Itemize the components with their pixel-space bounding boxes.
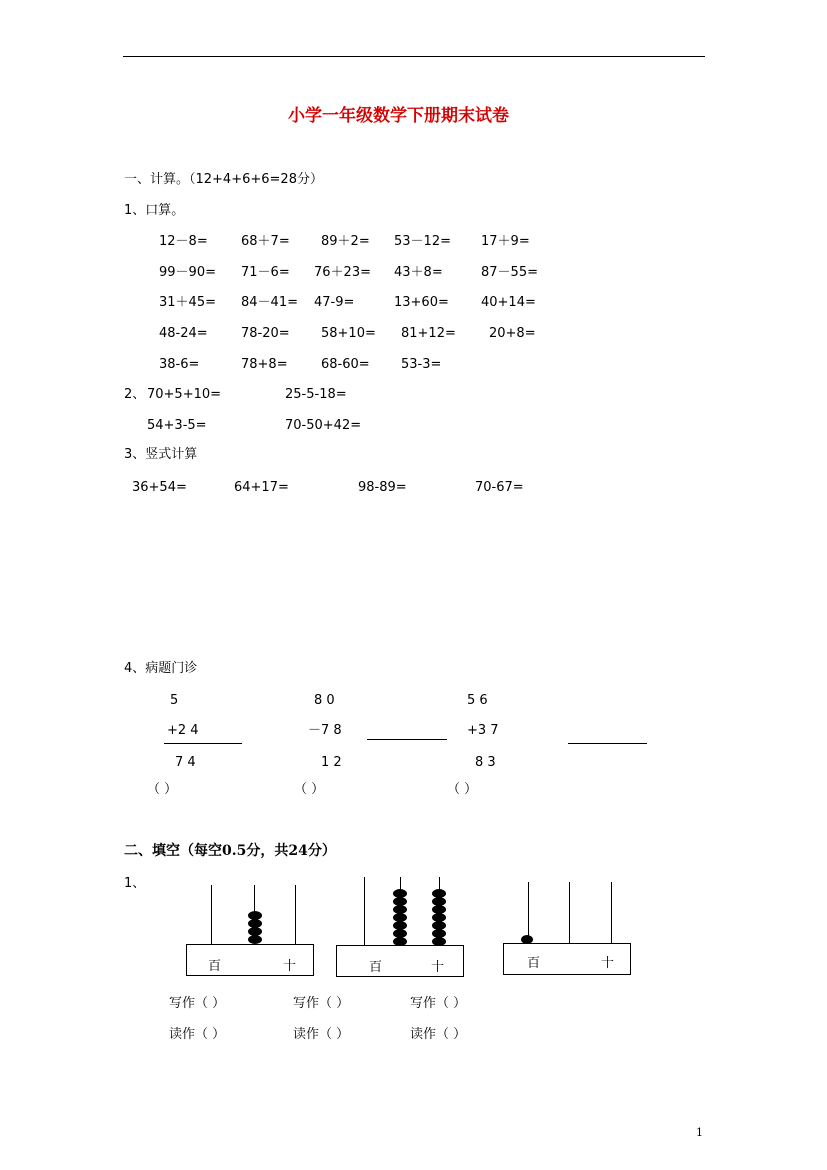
oral-item: 78+8=: [241, 357, 288, 372]
part2-label: 2、: [124, 387, 146, 402]
place-label-tens: 十: [601, 956, 615, 971]
oral-item: 12－8=: [159, 234, 208, 249]
oral-item: 68＋7=: [241, 234, 290, 249]
oral-item: 53-3=: [401, 357, 442, 372]
answer-paren: （ ）: [294, 782, 325, 797]
abacus-2: [335, 875, 465, 977]
oral-item: 89＋2=: [321, 234, 370, 249]
oral-item: 71－6=: [241, 265, 290, 280]
answer-paren: （ ）: [147, 782, 178, 797]
page-title: 小学一年级数学下册期末试卷: [288, 106, 509, 126]
oral-item: 48-24=: [159, 326, 208, 341]
abacus-rod: [295, 885, 296, 945]
problem-line: [164, 743, 242, 744]
page-number: 1: [696, 1126, 703, 1139]
oral-item: 87－55=: [481, 265, 538, 280]
abacus-rod: [211, 885, 212, 945]
place-label-tens: 十: [431, 960, 445, 975]
oral-item: 47-9=: [314, 295, 355, 310]
header-rule: [123, 56, 705, 57]
oral-item: 84－41=: [241, 295, 298, 310]
oral-item: 78-20=: [241, 326, 290, 341]
problem-top: 5: [170, 693, 179, 708]
abacus-rod: [569, 882, 570, 944]
write-answer: 写作（ ）: [410, 996, 467, 1011]
part1-label: 1、口算。: [124, 203, 185, 218]
oral-item: 99－90=: [159, 265, 216, 280]
part4-label: 4、病题门诊: [124, 661, 198, 676]
place-label-tens: 十: [283, 959, 297, 974]
problem-operand: +3 7: [467, 723, 499, 738]
section1-heading: 一、计算。（12+4+6+6=28分）: [124, 172, 323, 187]
mixed-calc-item: 70-50+42=: [285, 418, 362, 433]
abacus-frame: [336, 945, 464, 977]
oral-item: 13+60=: [394, 295, 449, 310]
mixed-calc-item: 54+3-5=: [147, 418, 207, 433]
problem-result: 8 3: [475, 755, 496, 770]
problem-line: [568, 743, 647, 744]
oral-item: 68-60=: [321, 357, 370, 372]
oral-item: 58+10=: [321, 326, 376, 341]
answer-paren: （ ）: [447, 782, 478, 797]
mixed-calc-item: 70+5+10=: [147, 387, 222, 402]
abacus-bead: [248, 935, 262, 944]
problem-operand: －7 8: [308, 723, 342, 738]
vertical-calc-item: 98-89=: [358, 480, 407, 495]
problem-top: 5 6: [467, 693, 488, 708]
oral-item: 40+14=: [481, 295, 536, 310]
read-answer: 读作（ ）: [293, 1027, 350, 1042]
mixed-calc-item: 25-5-18=: [285, 387, 347, 402]
abacus-1: [186, 880, 314, 976]
vertical-calc-item: 70-67=: [475, 480, 524, 495]
place-label-hundreds: 百: [527, 956, 541, 971]
write-answer: 写作（ ）: [293, 996, 350, 1011]
vertical-calc-item: 64+17=: [234, 480, 289, 495]
place-label-hundreds: 百: [208, 959, 222, 974]
problem-line: [367, 739, 447, 740]
oral-item: 17＋9=: [481, 234, 530, 249]
read-answer: 读作（ ）: [410, 1027, 467, 1042]
oral-item: 43＋8=: [394, 265, 443, 280]
place-label-hundreds: 百: [369, 960, 383, 975]
problem-result: 1 2: [321, 755, 342, 770]
problem-top: 8 0: [314, 693, 335, 708]
abacus-rod: [611, 882, 612, 944]
part3-label: 3、竖式计算: [124, 447, 198, 462]
vertical-calc-item: 36+54=: [132, 480, 187, 495]
oral-item: 81+12=: [401, 326, 456, 341]
abacus-3: [503, 880, 633, 976]
read-answer: 读作（ ）: [169, 1027, 226, 1042]
oral-item: 20+8=: [489, 326, 536, 341]
oral-item: 76＋23=: [314, 265, 371, 280]
oral-item: 53－12=: [394, 234, 451, 249]
abacus-rod: [364, 877, 365, 945]
write-answer: 写作（ ）: [169, 996, 226, 1011]
problem-result: 7 4: [175, 755, 196, 770]
problem-operand: +2 4: [167, 723, 199, 738]
section2-heading: 二、填空（每空0.5分，共24分）: [124, 843, 336, 859]
q1-label: 1、: [124, 876, 146, 891]
oral-item: 31＋45=: [159, 295, 216, 310]
oral-item: 38-6=: [159, 357, 200, 372]
